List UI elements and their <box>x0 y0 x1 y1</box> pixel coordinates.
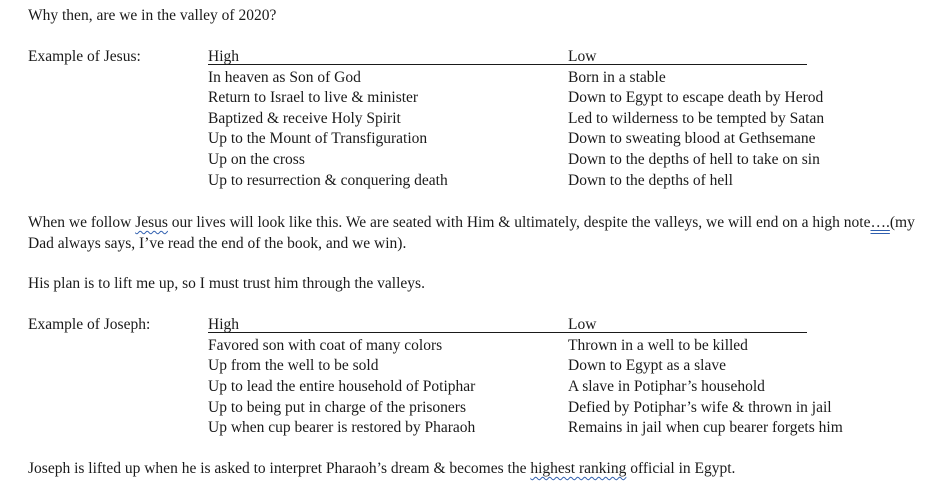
jesus-high-item: Return to Israel to live & minister <box>208 89 419 106</box>
joseph-header-rule <box>208 332 807 333</box>
ellipsis: …. <box>870 214 890 231</box>
joseph-low-item: A slave in Potiphar’s household <box>568 378 765 395</box>
follow-part2: our lives will look like this. We are seated with Him & ultimately, despite the valleys, we will end on a high note <box>167 214 871 231</box>
joseph-low-item: Defied by Potiphar’s wife & thrown in jail <box>568 399 832 416</box>
jesus-low-item: Down to the depths of hell to take on sin <box>568 151 820 168</box>
highest-ranking-phrase: highest ranking <box>530 460 627 477</box>
joseph-high-item: Up when cup bearer is restored by Pharaoh <box>208 419 476 436</box>
jesus-example-label: Example of Jesus: <box>28 48 141 65</box>
closing-part1: Joseph is lifted up when he is asked to interpret Pharaoh’s dream & becomes the <box>28 460 531 477</box>
jesus-header-rule <box>208 64 807 65</box>
closing-statement <box>28 459 735 479</box>
jesus-high-header: High <box>208 48 239 65</box>
jesus-high-item: Up to resurrection & conquering death <box>208 172 448 189</box>
jesus-low-item: Down to the depths of hell <box>568 172 733 189</box>
joseph-low-item: Remains in jail when cup bearer forgets him <box>568 419 843 436</box>
joseph-high-header: High <box>208 316 239 333</box>
joseph-low-item: Down to Egypt as a slave <box>568 357 726 374</box>
jesus-low-item: Down to sweating blood at Gethsemane <box>568 130 816 147</box>
joseph-high-item: Up from the well to be sold <box>208 357 379 374</box>
plan-statement: His plan is to lift me up, so I must trust him through the valleys. <box>28 275 425 292</box>
joseph-low-item: Thrown in a well to be killed <box>568 337 748 354</box>
jesus-word: Jesus <box>135 214 168 231</box>
closing-part2: official in Egypt. <box>626 460 736 477</box>
joseph-low-header: Low <box>568 316 597 333</box>
intro-question: Why then, are we in the valley of 2020? <box>28 7 277 24</box>
jesus-low-item: Down to Egypt to escape death by Herod <box>568 89 824 106</box>
jesus-low-header: Low <box>568 48 597 65</box>
joseph-high-item: Favored son with coat of many colors <box>208 337 443 354</box>
joseph-high-item: Up to lead the entire household of Potiphar <box>208 378 476 395</box>
jesus-high-item: Up on the cross <box>208 151 305 168</box>
follow-jesus-paragraph <box>28 212 918 254</box>
jesus-high-item: Baptized & receive Holy Spirit <box>208 110 401 127</box>
follow-part1: When we follow <box>28 214 136 231</box>
joseph-high-item: Up to being put in charge of the prisoners <box>208 399 466 416</box>
follow-part3: (my Dad always says, I’ve read the end of the book, and we win). <box>28 214 915 252</box>
jesus-high-item: Up to the Mount of Transfiguration <box>208 130 428 147</box>
jesus-high-item: In heaven as Son of God <box>208 69 361 86</box>
jesus-low-item: Led to wilderness to be tempted by Satan <box>568 110 825 127</box>
joseph-example-label: Example of Joseph: <box>28 316 151 333</box>
jesus-low-item: Born in a stable <box>568 69 666 86</box>
